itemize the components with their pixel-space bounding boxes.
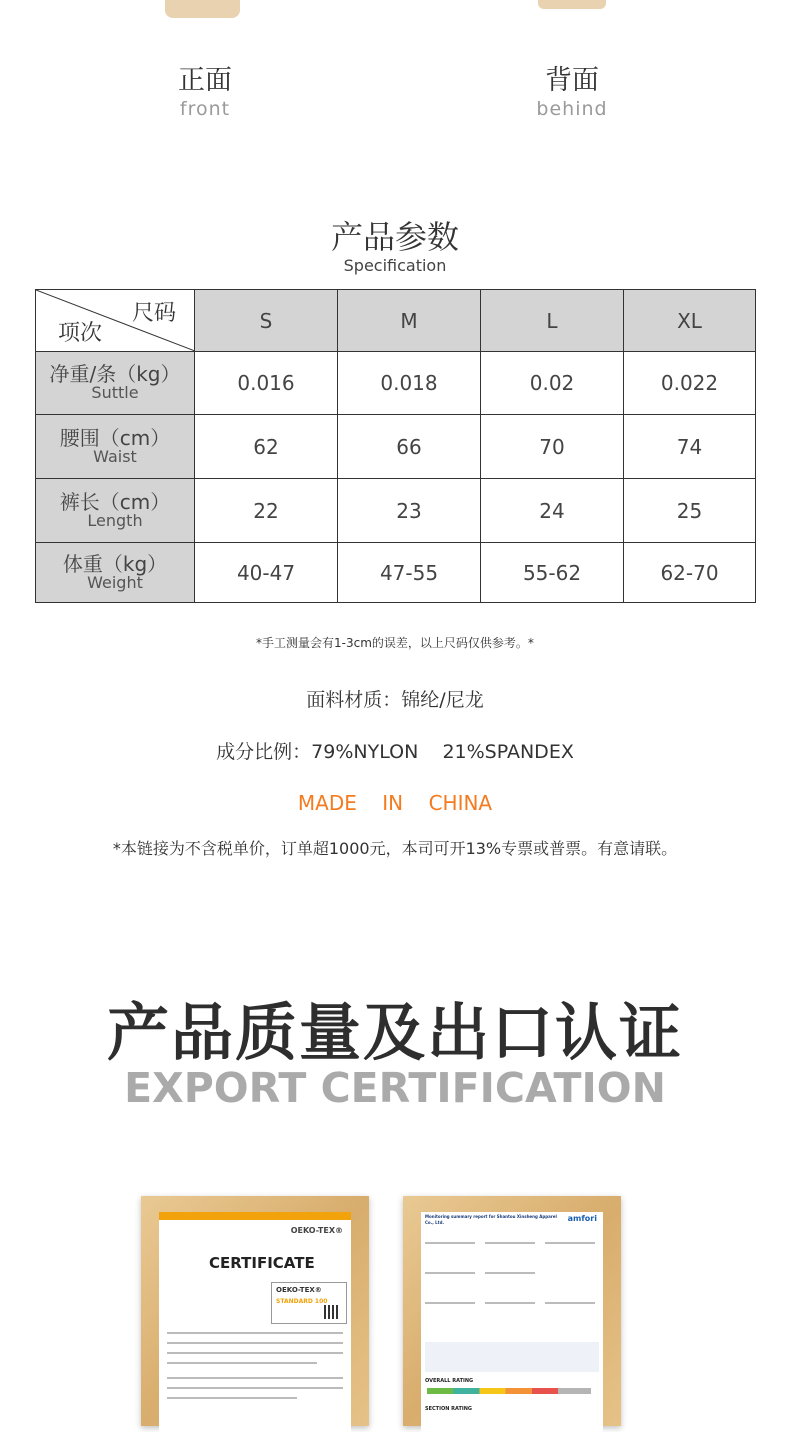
row-header xyxy=(36,415,195,479)
composition-ratio: 成分比例：79%NYLON 21%SPANDEX xyxy=(216,741,574,763)
text-line xyxy=(167,1397,297,1399)
row-label-en: Suttle xyxy=(91,383,139,403)
row-label-en: Weight xyxy=(87,572,143,592)
cert2-heading: Monitoring summary report for Shantou Xinsheng Apparel Co., Ltd. xyxy=(425,1214,557,1225)
back-product-image xyxy=(538,0,606,9)
certificate-paper xyxy=(159,1212,351,1432)
table-row xyxy=(36,415,756,479)
made-in-china: MADE IN CHINA xyxy=(297,791,493,815)
table-cell: 62-70 xyxy=(624,543,756,603)
text-line xyxy=(167,1342,343,1344)
header-bar xyxy=(159,1212,351,1220)
back-label: 背面 xyxy=(545,65,599,96)
text-line xyxy=(167,1352,343,1354)
front-label-en: front xyxy=(179,98,231,120)
table-cell: 62 xyxy=(195,415,338,479)
row-label: 净重/条（kg） xyxy=(49,362,181,387)
row-header xyxy=(36,352,195,415)
table-row xyxy=(36,479,756,543)
table-row xyxy=(36,352,756,415)
cert-heading: CERTIFICATE xyxy=(209,1254,315,1272)
table-cell: 55-62 xyxy=(481,543,624,603)
table-cell: 0.016 xyxy=(195,352,338,415)
spec-table xyxy=(35,289,756,603)
table-cell: 0.022 xyxy=(624,352,756,415)
row-label: 裤长（cm） xyxy=(59,489,171,514)
text-line xyxy=(545,1302,595,1304)
certificate-paper xyxy=(421,1212,603,1432)
text-line xyxy=(485,1302,535,1304)
text-line xyxy=(545,1242,595,1244)
certificate-frame-amfori xyxy=(403,1196,621,1426)
section-rating-label: SECTION RATING xyxy=(425,1406,473,1412)
row-header xyxy=(36,543,195,603)
info-box xyxy=(425,1342,599,1372)
text-line xyxy=(485,1272,535,1274)
row-label-en: Length xyxy=(87,510,143,530)
front-label: 正面 xyxy=(178,65,232,96)
corner-size-label: 尺码 xyxy=(131,301,176,326)
table-cell: 0.02 xyxy=(481,352,624,415)
table-cell: 22 xyxy=(195,479,338,543)
text-line xyxy=(167,1362,317,1364)
table-cell: 25 xyxy=(624,479,756,543)
size-header: S xyxy=(195,290,338,352)
table-cell: 23 xyxy=(338,479,481,543)
size-header: XL xyxy=(624,290,756,352)
standard-badge xyxy=(271,1282,347,1324)
row-header xyxy=(36,479,195,543)
table-cell: 24 xyxy=(481,479,624,543)
text-line xyxy=(425,1272,475,1274)
badge-brand: OEKO-TEX® xyxy=(276,1286,322,1294)
text-line xyxy=(425,1302,475,1304)
text-line xyxy=(425,1242,475,1244)
table-cell: 70 xyxy=(481,415,624,479)
cert-brand: OEKO-TEX® xyxy=(290,1226,343,1235)
row-label: 腰围（cm） xyxy=(59,425,171,450)
qr-code-icon xyxy=(324,1305,338,1319)
fabric-material: 面料材质：锦纶/尼龙 xyxy=(306,689,484,711)
certificate-frame-oeko-tex xyxy=(141,1196,369,1426)
corner-item-label: 项次 xyxy=(58,321,103,346)
rating-bar xyxy=(427,1388,591,1394)
table-cell: 74 xyxy=(624,415,756,479)
front-product-image xyxy=(165,0,240,18)
text-line xyxy=(167,1332,343,1334)
cert-subtitle: EXPORT CERTIFICATION xyxy=(124,1064,666,1112)
text-line xyxy=(167,1377,343,1379)
invoice-note: *本链接为不含税单价，订单超1000元，本司可开13%专票或普票。有意请联。 xyxy=(112,839,678,858)
table-cell: 0.018 xyxy=(338,352,481,415)
table-cell: 66 xyxy=(338,415,481,479)
cert-title: 产品质量及出口认证 xyxy=(106,996,683,1069)
spec-title: 产品参数 xyxy=(330,218,459,256)
table-corner-cell xyxy=(36,290,195,352)
table-row xyxy=(36,543,756,603)
back-label-en: behind xyxy=(536,98,608,120)
size-header: M xyxy=(338,290,481,352)
table-cell: 47-55 xyxy=(338,543,481,603)
table-cell: 40-47 xyxy=(195,543,338,603)
text-line xyxy=(167,1387,343,1389)
row-label: 体重（kg） xyxy=(62,551,168,576)
table-header-row xyxy=(36,290,756,352)
text-line xyxy=(485,1242,535,1244)
row-label-en: Waist xyxy=(93,446,137,466)
overall-rating-label: OVERALL RATING xyxy=(425,1378,474,1384)
badge-standard: STANDARD 100 xyxy=(276,1298,328,1305)
measurement-note: *手工测量会有1-3cm的误差，以上尺码仅供参考。* xyxy=(256,636,534,650)
size-header: L xyxy=(481,290,624,352)
cert2-brand: amfori xyxy=(567,1214,597,1223)
spec-subtitle: Specification xyxy=(343,256,447,275)
